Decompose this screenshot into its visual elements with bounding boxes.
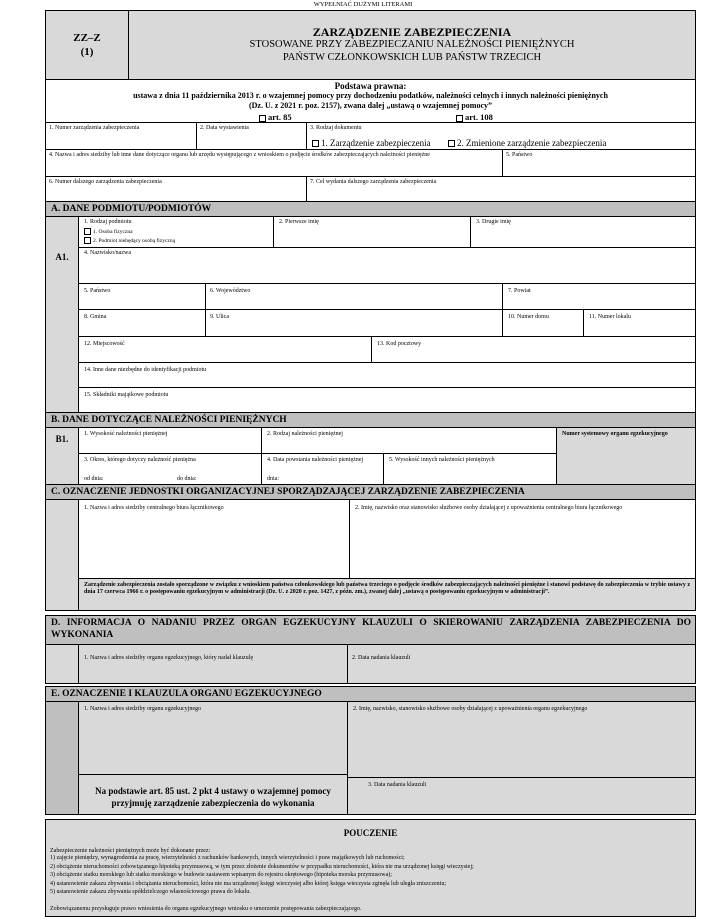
art85-checkbox[interactable] bbox=[259, 115, 266, 122]
b-system-number: Numer systemowy organu egzekucyjnego bbox=[556, 427, 696, 485]
c-statement: Zarządzenie zabezpieczenia zostało sporządzone w związku z wnioskiem państwa członkowskiego lub państwa trzeciego o podjęcie środków zabezpieczających należności pieniężne i stanowi podstawę do zabezpieczenia w trybie ustawy z dnia 17 czerwca 1966 r. o postępowaniu egzekucyjnym w administracji (Dz. U. z 2020 r. poz. 1427, z późn. zm.), zwanej dalej „ustawą o postępowaniu egzekucyjnym w administracji”. bbox=[78, 578, 696, 611]
c-field-1[interactable]: 1. Nazwa i adres siedziby centralnego biura łącznikowego bbox=[78, 499, 350, 579]
a-field-5[interactable]: 5. Państwo bbox=[78, 283, 206, 310]
legal-heading: Podstawa prawna: bbox=[334, 81, 407, 91]
c-sidebar bbox=[45, 499, 79, 611]
form-subtitle-2: PAŃSTW CZŁONKOWSKICH LUB PAŃSTW TRZECICH bbox=[282, 52, 542, 63]
a-field-4[interactable]: 4. Nazwisko/nazwa bbox=[78, 247, 696, 284]
field-7[interactable]: 7. Cel wydania dalszego zarządzenia zabezpieczenia bbox=[306, 176, 696, 202]
a-field-7[interactable]: 7. Powiat bbox=[502, 283, 696, 310]
e-clause: Na podstawie art. 85 ust. 2 pkt 4 ustawy o wzajemnej pomocy przyjmuję zarządzenie zabezpieczenia do wykonania bbox=[78, 774, 348, 815]
top-note: WYPEŁNIAĆ DUŻYMI LITERAMI bbox=[313, 1, 413, 8]
doc-type-1-checkbox[interactable] bbox=[312, 140, 319, 147]
a-field-9[interactable]: 9. Ulica bbox=[205, 309, 503, 337]
section-a-header: A. DANE PODMIOTU/PODMIOTÓW bbox=[45, 201, 696, 217]
b-field-4: 4. Data powstania należności pieniężnej dnia: bbox=[261, 453, 384, 485]
b-period-to[interactable]: do dnia: bbox=[177, 476, 197, 482]
art108-checkbox[interactable] bbox=[456, 115, 463, 122]
field-5[interactable]: 5. Państwo bbox=[502, 149, 696, 177]
e-field-3[interactable]: 3. Data nadania klauzuli bbox=[347, 777, 696, 815]
e-field-2[interactable]: 2. Imię, nazwisko, stanowisko służbowe osoby działającej z upoważnienia organu egzekucyjnego bbox=[347, 701, 696, 778]
field-3: 3. Rodzaj dokumentu 1. Zarządzenie zabezpieczenia 2. Zmienione zarządzenie zabezpieczenia bbox=[306, 122, 696, 150]
a-field-14[interactable]: 14. Inne dane niezbędne do identyfikacji podmiotu bbox=[78, 362, 696, 388]
d-field-1[interactable]: 1. Nazwa i adres siedziby organu egzekucyjnego, który nadał klauzulę bbox=[78, 644, 348, 684]
form-subtitle-1: STOSOWANE PRZY ZABEZPIECZANIU NALEŻNOŚCI PIENIĘŻNYCH bbox=[249, 39, 575, 50]
b-field-5[interactable]: 5. Wysokość innych należności pieniężnych bbox=[383, 453, 557, 485]
b-field-2[interactable]: 2. Rodzaj należności pieniężnej bbox=[261, 427, 557, 454]
art85-option[interactable]: art. 85 bbox=[259, 112, 292, 122]
a-field-15[interactable]: 15. Składniki majątkowe podmiotu bbox=[78, 387, 696, 413]
form-title: ZARZĄDZENIE ZABEZPIECZENIA bbox=[312, 25, 512, 39]
b-field-1[interactable]: 1. Wysokość należności pieniężnej bbox=[78, 427, 262, 454]
legal-basis-box bbox=[45, 79, 696, 123]
field-2[interactable]: 2. Data wystawienia bbox=[196, 122, 307, 150]
form-version: (1) bbox=[80, 46, 94, 58]
a-field-10[interactable]: 10. Numer domu bbox=[502, 309, 584, 337]
a1-sidebar: A1. bbox=[45, 216, 79, 413]
art108-option[interactable]: art. 108 bbox=[456, 112, 493, 122]
a-field-3[interactable]: 3. Drugie imię bbox=[470, 216, 696, 248]
legal-line-1: ustawa z dnia 11 października 2013 r. o wzajemnej pomocy przy dochodzeniu podatków, należności celnych i innych należności pieniężnych bbox=[133, 91, 608, 100]
legal-line-2: (Dz. U. z 2021 r. poz. 2157), zwana dalej „ustawą o wzajemnej pomocy” bbox=[248, 101, 492, 110]
pouczenie-title: POUCZENIE bbox=[343, 828, 398, 838]
e-field-1[interactable]: 1. Nazwa i adres siedziby organu egzekucyjnego bbox=[78, 701, 348, 775]
field-4[interactable]: 4. Nazwa i adres siedziby lub inne dane dotyczące organu lub urzędu występującego z wnioskiem o podjęcie środków zabezpieczających należności pieniężne bbox=[45, 149, 503, 177]
doc-type-1[interactable]: 1. Zarządzenie zabezpieczenia bbox=[312, 138, 431, 148]
a-field-1: 1. Rodzaj podmiotu 1. Osoba fizyczna 2. Podmiot niebędący osobą fizyczną bbox=[78, 216, 274, 248]
a-type-legal-checkbox[interactable] bbox=[84, 237, 91, 244]
form-code: ZZ–Z bbox=[73, 32, 101, 44]
section-e-header: E. OZNACZENIE I KLAUZULA ORGANU EGZEKUCYJNEGO bbox=[45, 686, 696, 702]
section-d-header: D. INFORMACJA O NADANIU PRZEZ ORGAN EGZEKUCYJNY KLAUZULI O SKIEROWANIU ZARZĄDZENIA ZABEZPIECZENIA DO WYKONANIA bbox=[45, 615, 696, 645]
b1-sidebar: B1. bbox=[45, 427, 79, 485]
d-sidebar bbox=[45, 644, 79, 684]
a-type-natural-checkbox[interactable] bbox=[84, 228, 91, 235]
field-6[interactable]: 6. Numer dalszego zarządzenia zabezpieczenia bbox=[45, 176, 307, 202]
doc-type-2[interactable]: 2. Zmienione zarządzenie zabezpieczenia bbox=[448, 138, 606, 148]
form-code-box bbox=[45, 10, 129, 80]
a-type-legal[interactable]: 2. Podmiot niebędący osobą fizyczną bbox=[84, 237, 175, 245]
pouczenie-box: POUCZENIE Zabezpieczenie należności pieniężnych może być dokonane przez: 1) zajęcie pieniędzy, wynagrodzenia za pracę, wierzytelności z rachunków bankowych, innych wierzytelności i praw majątkowych lub ruchomości; 2) obciążenie nieruchomości zobowiązanego hipoteką przymusową, w tym przez złożenie dokumentów w przypadku nieruchomości, która nie ma urządzonej księgi wieczystej; 3) obciążenie statku morskiego lub statku morskiego w budowie zastawem wpisanym do rejestru okrętowego (hipoteka morska przymusowa); 4) ustanowienie zakazu zbywania i obciążania nieruchomości, która nie ma urządzonej księgi wieczystej albo której księga wieczysta zginęła lub uległa zniszczeniu; 5) ustanowienie zakazu zbywania spółdzielczego własnościowego prawa do lokalu. Zobowiązanemu przysługuje prawo wniesienia do organu egzekucyjnego wniosku o umorzenie postępowania zabezpieczającego. bbox=[45, 819, 696, 917]
a-field-11[interactable]: 11. Numer lokalu bbox=[583, 309, 696, 337]
a-field-2[interactable]: 2. Pierwsze imię bbox=[273, 216, 471, 248]
c-field-2[interactable]: 2. Imię, nazwisko oraz stanowisko służbowe osoby działającej z upoważnienia centralnego biura łącznikowego bbox=[349, 499, 696, 579]
a-field-13[interactable]: 13. Kod pocztowy bbox=[371, 336, 696, 363]
a-field-12[interactable]: 12. Miejscowość bbox=[78, 336, 372, 363]
b-field-3: 3. Okres, którego dotyczy należność pieniężna od dnia: do dnia: bbox=[78, 453, 262, 485]
b-period-from[interactable]: od dnia: bbox=[84, 476, 104, 482]
doc-type-2-checkbox[interactable] bbox=[448, 140, 455, 147]
a-field-6[interactable]: 6. Województwo bbox=[205, 283, 503, 310]
title-box bbox=[128, 10, 696, 80]
d-field-2[interactable]: 2. Data nadania klauzuli bbox=[347, 644, 696, 684]
e-sidebar bbox=[45, 701, 79, 815]
a-field-8[interactable]: 8. Gmina bbox=[78, 309, 206, 337]
field-1[interactable]: 1. Numer zarządzenia zabezpieczenia bbox=[45, 122, 197, 150]
a-type-natural[interactable]: 1. Osoba fizyczna bbox=[84, 228, 133, 236]
section-b-header: B. DANE DOTYCZĄCE NALEŻNOŚCI PIENIĘŻNYCH bbox=[45, 412, 696, 428]
b-origin-date[interactable]: dnia: bbox=[267, 476, 279, 482]
section-c-header: C. OZNACZENIE JEDNOSTKI ORGANIZACYJNEJ SPORZĄDZAJĄCEJ ZARZĄDZENIE ZABEZPIECZENIA bbox=[45, 484, 696, 500]
